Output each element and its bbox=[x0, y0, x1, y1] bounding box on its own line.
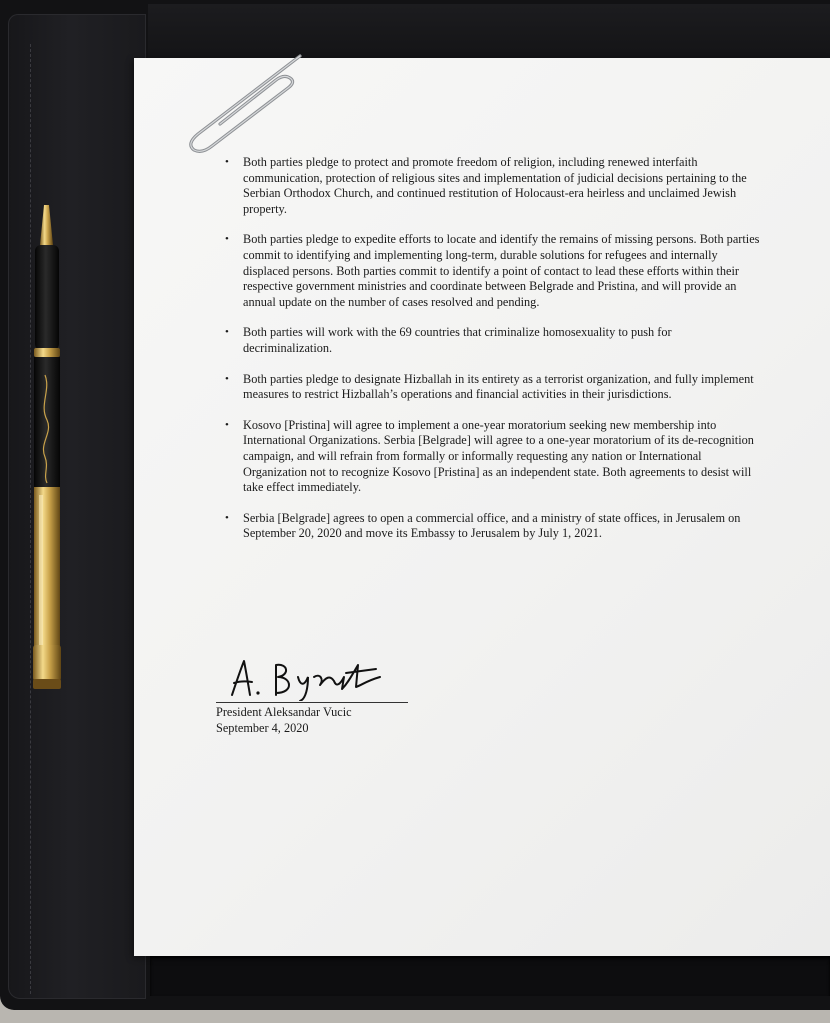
paperclip-icon bbox=[180, 50, 320, 160]
bullet-glyph: • bbox=[225, 233, 229, 246]
signer-name: President Aleksandar Vucic bbox=[216, 705, 352, 719]
bullet-glyph: • bbox=[225, 156, 229, 168]
pen-icon bbox=[25, 205, 73, 700]
document-body bbox=[217, 155, 762, 557]
signature-line bbox=[216, 702, 408, 703]
bullet-item-missing-persons bbox=[217, 232, 762, 310]
bullet-text: Both parties pledge to designate Hizballah in its entirety as a terrorist organization, and fully implement measures to restrict Hizballah’s operations and financial activities in their jurisdictions. bbox=[243, 371, 754, 402]
bullet-item-moratorium bbox=[217, 418, 762, 496]
bullet-item-hizballah bbox=[217, 372, 762, 403]
bullet-glyph: • bbox=[225, 372, 229, 385]
bullet-item-religion bbox=[217, 155, 762, 217]
bullet-text: Kosovo [Pristina] will agree to implement a one-year moratorium seeking new membership into International Organizations. Serbia [Belgrade] will agree to a one-year moratorium of its de-recognition campaign, and will refrain from formally or informally requesting any nation or International Organization not to recognize Kosovo [Pristina] as an independent state. Both agreements to desist will take effect immediately. bbox=[243, 417, 754, 495]
bullet-text: Both parties pledge to expedite efforts to locate and identify the remains of missing persons. Both parties commit to identifying and implementing long-term, durable solutions for refugees and internally displaced persons. Both parties commit to identify a point of contact to lead these efforts within their respective government ministries and coordinate between Belgrade and Pristina, and will provide an annual update on the number of cases resolved and pending. bbox=[243, 232, 760, 309]
bullet-text: Serbia [Belgrade] agrees to open a commercial office, and a ministry of state offices, in Jerusalem on September 20, 2020 and move its Embassy to Jerusalem by July 1, 2021. bbox=[243, 510, 741, 541]
handwritten-signature bbox=[216, 655, 396, 701]
bullet-text: Both parties pledge to protect and promote freedom of religion, including renewed interfaith communication, protection of religious sites and implementation of judicial decisions pertaining to the Serbian Orthodox Church, and continued restitution of Holocaust-era heirless and unclaimed Jewish property. bbox=[243, 155, 747, 216]
bullet-item-decriminalization bbox=[217, 325, 762, 356]
signature-block bbox=[216, 655, 416, 736]
bullet-item-jerusalem bbox=[217, 511, 762, 542]
bullet-glyph: • bbox=[225, 418, 229, 431]
signature-date: September 4, 2020 bbox=[216, 720, 309, 735]
bullet-glyph: • bbox=[225, 511, 229, 524]
bullet-text: Both parties will work with the 69 countries that criminalize homosexuality to push for decriminalization. bbox=[243, 325, 672, 355]
folder-bottom-lip bbox=[150, 956, 830, 996]
bullet-glyph: • bbox=[225, 326, 229, 339]
